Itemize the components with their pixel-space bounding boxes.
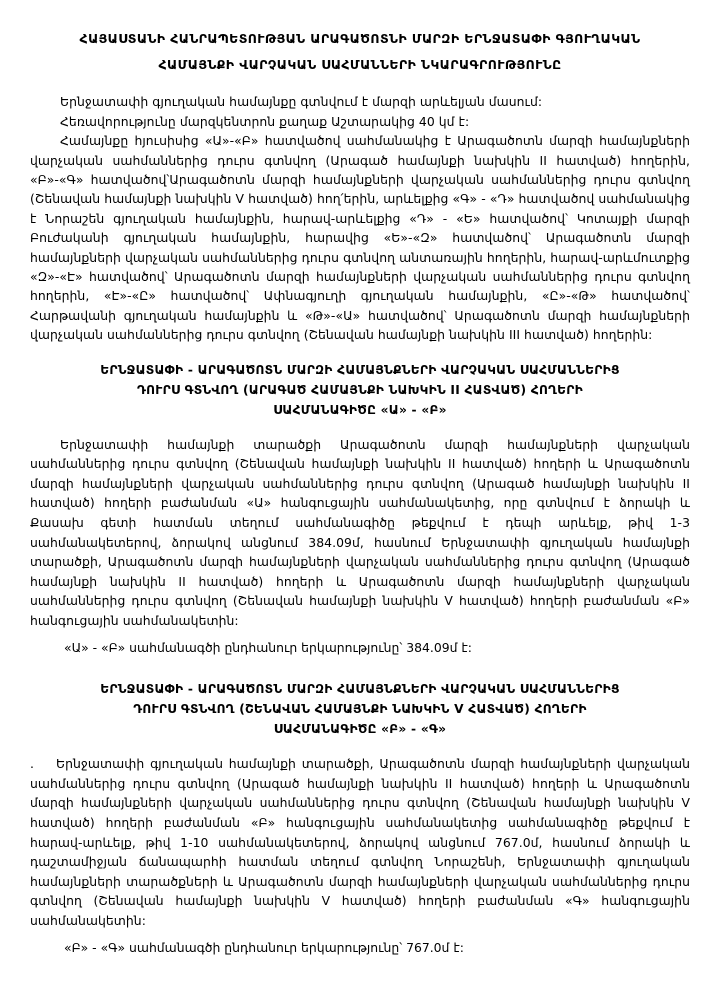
spacer	[30, 657, 690, 679]
spacer	[30, 345, 690, 360]
section-bg-heading-line-3: ՍԱՀՄԱՆԱԳԻԾԸ «Բ» - «Գ»	[273, 722, 447, 737]
section-ab-total-length: «Ա» - «Բ» սահմանագծի ընդհանուր երկարությունը՝ 384.09մ է:	[64, 639, 472, 655]
spacer	[30, 931, 690, 938]
section-bg-total-length: «Բ» - «Գ» սահմանագծի ընդհանուր երկարությունը՝ 767.0մ է:	[64, 939, 464, 955]
section-ab-heading-line-1: ԵՐՆՋԱՏԱՓԻ - ԱՐԱԳԱԾՈՏՆ ՄԱՐԶԻ ՀԱՄԱՅՆՔՆԵՐԻ ՎԱՐՉԱԿԱՆ ՍԱՀՄԱՆՆԵՐԻՑ	[100, 362, 620, 377]
intro-distance-line: Հեռավորությունը մարզկենտրոն քաղաք Աշտարակից 40 կմ է:	[60, 113, 470, 129]
title-line-1: ՀԱՅԱՍՏԱՆԻ ՀԱՆՐԱՊԵՏՈՒԹՅԱՆ ԱՐԱԳԱԾՈՏՆԻ ՄԱՐԶԻ ԵՐՆՋԱՏԱՓԻ ԳՅՈՒՂԱԿԱՆ	[79, 31, 641, 46]
section-ab-heading-line-2: ԴՈՒՐՍ ԳՏՆՎՈՂ (ԱՐԱԳԱԾ ՀԱՄԱՅՆՔԻ ՆԱԽԿԻՆ II ՀԱՏՎԱԾ) ՀՈՂԵՐԻ	[136, 382, 583, 397]
section-heading-ab	[30, 360, 690, 420]
paragraph-lead-marker: .	[30, 756, 34, 772]
section-bg-body	[30, 754, 690, 930]
section-bg-heading-line-2: ԴՈՒՐՍ ԳՏՆՎՈՂ (ՇԵՆԱՎԱՆ ՀԱՄԱՅՆՔԻ ՆԱԽԿԻՆ V ՀԱՏՎԱԾ) ՀՈՂԵՐԻ	[133, 702, 587, 717]
spacer	[30, 739, 690, 754]
section-ab-body: Երնջատափի համայնքի տարածքի Արագածոտն մարզի համայնքների վարչական սահմաններից դուրս գտնվող (Շենավան համայնքի նախկին II հատված) հողերի և Արագածոտն մարզի համայնքների վարչական սահմաններից դուրս գտնվող (Արագած համայնքի նախկին II հատված) հողերի բաժանման «Ա» հանգուցային սահմանակետից, որը գտնվում է ձորակի և Քասախ գետի հատման տեղում սահմանագիծը թեքվում է դեպի արևելք, թիվ 1-3 սահմանակետերով, ձորակով անցնում 384.09մ, հասնում Երնջատափի գյուղական համայնքի տարածքի, Արագածոտն մարզի համայնքների վարչական սահմաններից դուրս գտնվող (Արագած համայնքի նախկին II հատված) հողերի և Արագածոտն մարզի համայնքների վարչական սահմաններից դուրս գտնվող (Շենավան համայնքի նախկին V հատված) հողերի բաժանման «Բ» հանգուցային սահմանակետին:	[30, 436, 690, 628]
section-heading-bg	[30, 679, 690, 739]
section-ab-heading-line-3: ՍԱՀՄԱՆԱԳԻԾԸ «Ա» - «Բ»	[273, 402, 447, 417]
spacer	[30, 420, 690, 435]
title-line-2: ՀԱՄԱՅՆՔԻ ՎԱՐՉԱԿԱՆ ՍԱՀՄԱՆՆԵՐԻ ՆԿԱՐԱԳՐՈՒԹՅՈՒՆԸ	[158, 57, 562, 72]
general-boundary-description: Համայնքը հյուսիսից «Ա»-«Բ» հատվածով սահմանակից է Արագածոտն մարզի համայնքների վարչական սահմաններից դուրս գտնվող (Արագած համայնքի նախկին II հատված) հողերին, «Բ»-«Գ» հատվածով՝Արագածոտն մարզի համայնքների վարչական սահմաններից դուրս գտնվող (Շենավան համայնքի նախկին V հատված) հող՛երին, արևելքից «Գ» - «Դ» հատվածով սահմանակից է Նորաշեն գյուղական համայնքին, հարավ-արևելքից «Դ» - «Ե» հատվածով՝ Կոտայքի մարզի Բուժականի գյուղական համայնքին, հարավից «Ե»-«Զ» հատվածով՝ Արագածոտն մարզի համայնքների վարչական սահմաններից դուրս գտնվող անտառային հողերին, հարավ-արևմուտքից «Զ»-«Է» հատվածով՝ Արագածոտն մարզի համայնքների վարչական սահմաններից դուրս գտնվող հողերին, «Է»-«Ը» հատվածով՝ Ափնագյուղի գյուղական համայնքին, «Ը»-«Թ» հատվածով՝ Հարթավանի գյուղական համայնքին և «Թ»-«Ա» հատվածով՝ Արագածոտն մարզի համայնքների վարչական սահմաններից դուրս գտնվող (Շենավան համայնքի նախկին III հատված) հողերին:	[30, 133, 690, 343]
intro-location-line: Երնջատափի գյուղական համայնքը գտնվում է մարզի արևելյան մասում:	[60, 94, 543, 109]
spacer	[30, 631, 690, 638]
section-bg-heading-line-1: ԵՐՆՋԱՏԱՓԻ - ԱՐԱԳԱԾՈՏՆ ՄԱՐԶԻ ՀԱՄԱՅՆՔՆԵՐԻ ՎԱՐՉԱԿԱՆ ՍԱՀՄԱՆՆԵՐԻՑ	[100, 682, 620, 697]
section-bg-body-text: Երնջատափի գյուղական համայնքի տարածքի, Արագածոտն մարզի համայնքների վարչական սահմաններից դուրս գտնվող (Արագած համայնքի նախկին II հատված) հողերի և Արագածոտն մարզի համայնքների վարչական սահմաններից դուրս գտնվող (Շենավան համայնքի նախկին V հատված) հողերի բաժանման «Բ» հանգուցային սահմանակետից սահմանագիծը թեքվում է հարավ-արևելք, թիվ 1-10 սահմանակետերով, ձորակով անցնում 767.0մ, հասնում ձորակի և դաշտամիջյան ճանապարհի հատման տեղում գտնվող Նորաշենի, Երնջատափի գյուղական համայնքների տարածքների և Արագածոտն մարզի համայնքների վարչական սահմաններից դուրս գտնվող (Շենավան համայնքի նախկին V հատված) հողերի բաժանման «Գ» հանգուցային սահմանակետին:	[30, 756, 690, 928]
page-title	[30, 26, 690, 78]
